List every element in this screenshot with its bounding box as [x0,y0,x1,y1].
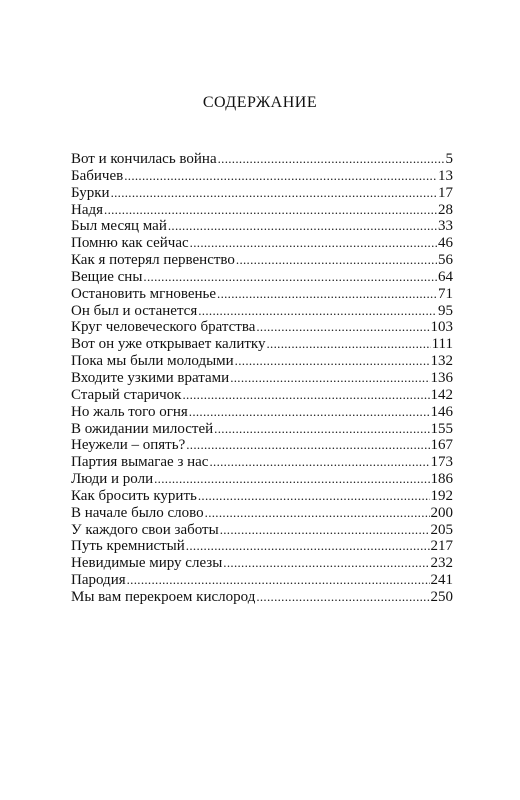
toc-entry-title: У каждого свои заботы [71,521,219,538]
toc-entry-title: В ожидании милостей [71,420,214,437]
toc-entry-title: Вот и кончилась война [71,151,217,167]
toc-entry [71,454,453,471]
toc-entry [71,202,453,219]
toc-entry-title: Он был и останется [71,302,198,319]
toc-entry-title: Невидимые миру слезы [71,555,223,572]
toc-entry [71,589,453,606]
toc-entry [71,185,453,202]
toc-entry-title: Партия вымагае з нас [71,454,209,471]
dot-leader [209,454,429,471]
dot-leader [236,252,437,269]
toc-entry [71,370,453,387]
dot-leader [214,421,429,438]
toc-entry [71,218,453,235]
toc-entry [71,252,453,269]
toc-entry [71,471,453,488]
dot-leader [168,218,437,235]
toc-entry-page-number: 241 [430,572,453,589]
dot-leader [256,319,429,336]
dot-leader [230,370,429,387]
toc-entry-title: Был месяц май [71,218,167,235]
toc-entry-page-number: 155 [430,420,453,437]
toc-entry-page-number: 250 [430,588,453,605]
toc-entry [71,421,453,438]
toc-entry-page-number: 5 [445,151,453,167]
toc-entry-title: Старый старичок [71,386,182,403]
toc-entry-page-number: 217 [430,538,453,555]
dot-leader [220,522,430,539]
toc-entry [71,336,453,353]
toc-entry-title: Остановить мгновенье [71,285,217,302]
toc-entry [71,286,453,303]
toc-entry-title: Помню как сейчас [71,235,189,252]
toc-entry [71,505,453,522]
dot-leader [186,437,429,454]
toc-entry-page-number: 33 [438,218,453,235]
dot-leader [205,505,430,522]
toc-entry-page-number: 111 [431,336,453,353]
toc-entry-page-number: 28 [438,201,453,218]
toc-entry-title: Надя [71,201,104,218]
toc-entry [71,353,453,370]
dot-leader [235,353,430,370]
toc-entry [71,303,453,320]
table-of-contents [71,151,453,606]
toc-entry [71,387,453,404]
dot-leader [217,286,437,303]
toc-entry-title: Круг человеческого братства [71,319,256,336]
toc-entry [71,235,453,252]
toc-entry [71,538,453,555]
toc-entry [71,488,453,505]
dot-leader [223,555,429,572]
dot-leader [256,589,429,606]
toc-entry-page-number: 173 [430,454,453,471]
toc-entry-title: Мы вам перекроем кислород [71,588,256,605]
dot-leader [143,269,437,286]
toc-entry-page-number: 17 [438,184,453,201]
toc-entry [71,555,453,572]
dot-leader [182,387,429,404]
toc-entry [71,168,453,185]
toc-entry-title: Бурки [71,184,110,201]
toc-entry-page-number: 192 [430,487,453,504]
toc-entry-page-number: 95 [438,302,453,319]
toc-entry-page-number: 136 [430,369,453,386]
toc-entry-page-number: 146 [430,403,453,420]
toc-entry [71,319,453,336]
toc-entry-title: Неужели – опять? [71,437,186,454]
toc-entry [71,572,453,589]
dot-leader [186,538,430,555]
toc-entry-page-number: 232 [430,555,453,572]
dot-leader [111,185,437,202]
toc-entry-page-number: 71 [438,285,453,302]
toc-entry-title: Но жаль того огня [71,403,188,420]
toc-entry [71,151,453,168]
toc-entry-page-number: 142 [430,386,453,403]
toc-entry-title: Как бросить курить [71,487,197,504]
toc-entry-title: Бабичев [71,167,124,184]
dot-leader [124,168,437,185]
toc-entry-page-number: 56 [438,252,453,269]
toc-entry-page-number: 13 [438,167,453,184]
dot-leader [190,235,437,252]
dot-leader [198,303,437,320]
dot-leader [198,488,430,505]
toc-entry [71,437,453,454]
toc-entry [71,522,453,539]
dot-leader [267,336,431,353]
toc-entry-title: Вещие сны [71,268,143,285]
toc-entry-page-number: 200 [430,504,453,521]
toc-entry-page-number: 132 [430,353,453,370]
toc-entry-page-number: 167 [430,437,453,454]
toc-entry-page-number: 64 [438,268,453,285]
toc-entry-page-number: 103 [430,319,453,336]
dot-leader [154,471,429,488]
dot-leader [104,202,437,219]
dot-leader [189,404,430,421]
toc-entry-page-number: 205 [430,521,453,538]
dot-leader [218,151,445,168]
dot-leader [127,572,430,589]
toc-entry-title: Пока мы были молодыми [71,353,234,370]
toc-entry-title: Вот он уже открывает калитку [71,336,266,353]
toc-entry-title: Путь кремнистый [71,538,185,555]
contents-heading: СОДЕРЖАНИЕ [202,94,318,111]
toc-entry-page-number: 46 [438,235,453,252]
toc-entry [71,269,453,286]
toc-entry-title: В начале было слово [71,504,204,521]
toc-entry-page-number: 186 [430,471,453,488]
toc-entry-title: Люди и роли [71,471,154,488]
toc-entry-title: Как я потерял первенство [71,252,235,269]
toc-entry-title: Входите узкими вратами [71,369,230,386]
toc-entry [71,404,453,421]
toc-entry-title: Пародия [71,572,126,589]
